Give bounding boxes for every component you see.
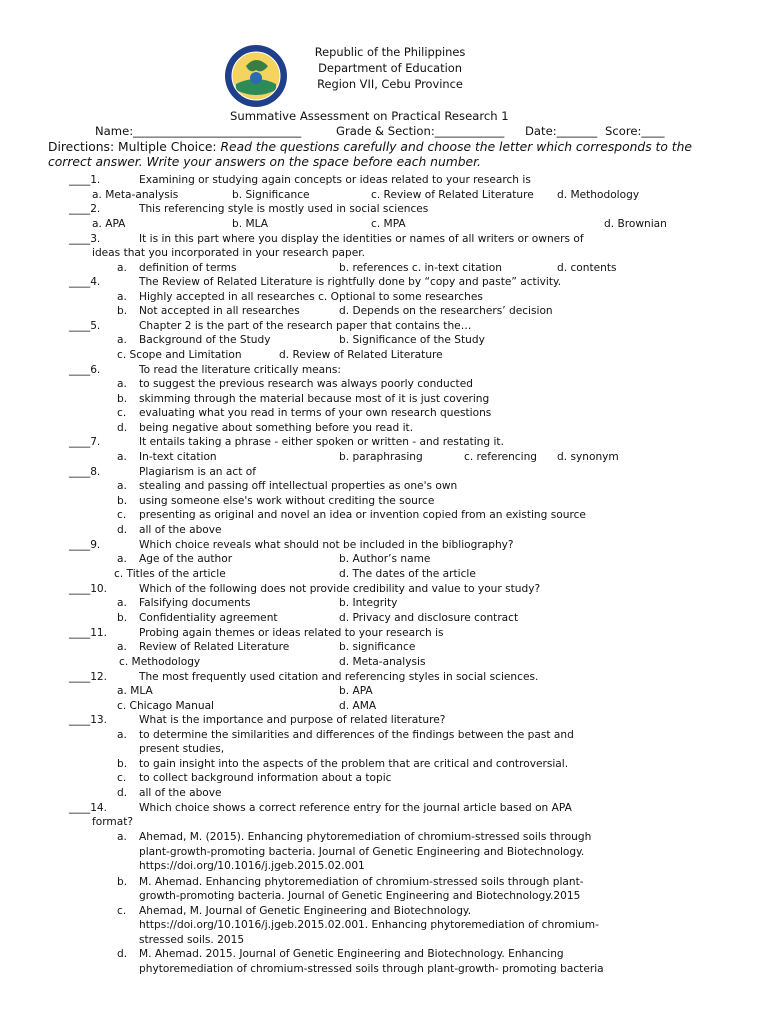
q3-option-a: definition of terms (139, 262, 237, 274)
q8-option-a: stealing and passing off intellectual properties as one's own (139, 480, 458, 492)
q7-option-c: c. referencing (464, 451, 538, 463)
directions-text-2: correct answer. Write your answers on the space before each number. (48, 155, 481, 169)
grade-section-field: Grade & Section:____________ (336, 124, 505, 138)
q14-option-a-line3: https://doi.org/10.1016/j.jgeb.2015.02.001 (139, 860, 365, 872)
q14-number: ____14. (69, 802, 108, 814)
q4-text: The Review of Related Literature is rightfully done by “copy and paste” activity. (139, 276, 562, 288)
header-republic: Republic of the Philippines (314, 45, 466, 59)
q8-text: Plagiarism is an act of (139, 466, 256, 478)
q4-option-b-letter: b. (117, 305, 128, 317)
q6-option-a-letter: a. (117, 378, 127, 390)
q6-option-d-letter: d. (117, 422, 128, 434)
q5-option-a: Background of the Study (139, 334, 271, 346)
q8-option-d-letter: d. (117, 524, 128, 536)
q12-option-b: b. APA (339, 685, 373, 697)
q13-option-c-letter: c. (117, 772, 127, 784)
q10-text: Which of the following does not provide credibility and value to your study? (139, 583, 541, 595)
q11-option-d: d. Meta-analysis (339, 656, 426, 668)
q9-option-d: d. The dates of the article (339, 568, 476, 580)
q13-option-d: all of the above (139, 787, 222, 799)
q3-number: ____3. (69, 233, 101, 245)
q8-number: ____8. (69, 466, 101, 478)
q1-option-d: d. Methodology (557, 189, 640, 201)
q11-text: Probing again themes or ideas related to your research is (139, 627, 444, 639)
q11-option-c: c. Methodology (119, 656, 201, 668)
q4-option-ac: Highly accepted in all researches c. Optional to some researches (139, 291, 483, 303)
q13-option-a: to determine the similarities and differences of the findings between the past and (139, 729, 574, 741)
q6-number: ____6. (69, 364, 101, 376)
q14-text-cont: format? (92, 816, 133, 828)
q13-option-a-cont: present studies, (139, 743, 225, 755)
name-field: Name:_____________________________ (95, 124, 302, 138)
q8-option-a-letter: a. (117, 480, 127, 492)
q5-option-c: c. Scope and Limitation (117, 349, 242, 361)
q8-option-c-letter: c. (117, 509, 127, 521)
q14-option-c-line2: https://doi.org/10.1016/j.jgeb.2015.02.001. Enhancing phytoremediation of chromium- (139, 919, 599, 931)
q9-option-c: c. Titles of the article (114, 568, 226, 580)
page-title: Summative Assessment on Practical Research 1 (230, 109, 509, 123)
q14-option-b-letter: b. (117, 876, 128, 888)
q14-option-b-line1: M. Ahemad. Enhancing phytoremediation of chromium-stressed soils through plant- (139, 876, 584, 888)
q2-text: This referencing style is mostly used in social sciences (139, 203, 429, 215)
directions-line-1 (48, 140, 692, 155)
q11-option-a: Review of Related Literature (139, 641, 290, 653)
q5-option-d: d. Review of Related Literature (279, 349, 443, 361)
q6-option-c-letter: c. (117, 407, 127, 419)
date-field: Date:_______ (525, 124, 598, 138)
q9-option-a-letter: a. (117, 553, 127, 565)
score-field: Score:____ (605, 124, 665, 138)
q14-option-d-line2: phytoremediation of chromium-stressed soils through plant-growth- promoting bacteria (139, 963, 604, 975)
q1-text: Examining or studying again concepts or ideas related to your research is (139, 174, 531, 186)
q13-option-c: to collect background information about a topic (139, 772, 392, 784)
q10-option-a: Falsifying documents (139, 597, 251, 609)
q7-text: It entails taking a phrase - either spoken or written - and restating it. (139, 436, 504, 448)
q14-option-a-line1: Ahemad, M. (2015). Enhancing phytoremediation of chromium-stressed soils through (139, 831, 592, 843)
q9-option-a: Age of the author (139, 553, 233, 565)
q3-option-d: d. contents (557, 262, 617, 274)
q4-option-b: Not accepted in all researches (139, 305, 300, 317)
q10-option-b: b. Integrity (339, 597, 398, 609)
q11-option-b: b. significance (339, 641, 416, 653)
q7-number: ____7. (69, 436, 101, 448)
header-region: Region VII, Cebu Province (317, 77, 463, 91)
q3-text-cont: ideas that you incorporated in your research paper. (92, 247, 366, 259)
q14-option-b-line2: growth-promoting bacteria. Journal of Genetic Engineering and Biotechnology.2015 (139, 890, 581, 902)
directions-label: Directions: Multiple Choice: (48, 140, 217, 154)
q6-option-d: being negative about something before you read it. (139, 422, 414, 434)
q7-option-d: d. synonym (557, 451, 619, 463)
q13-option-b: to gain insight into the aspects of the problem that are critical and controversial. (139, 758, 569, 770)
q12-option-c: c. Chicago Manual (117, 700, 214, 712)
q1-option-a: a. Meta-analysis (92, 189, 179, 201)
q10-option-a-letter: a. (117, 597, 127, 609)
q10-option-d: d. Privacy and disclosure contract (339, 612, 519, 624)
q3-option-a-letter: a. (117, 262, 127, 274)
q4-option-d: d. Depends on the researchers’ decision (339, 305, 553, 317)
q2-option-c: c. MPA (371, 218, 406, 230)
q5-option-b: b. Significance of the Study (339, 334, 485, 346)
q14-text: Which choice shows a correct reference entry for the journal article based on APA (139, 802, 572, 814)
q10-option-c: Confidentiality agreement (139, 612, 278, 624)
q6-option-a: to suggest the previous research was always poorly conducted (139, 378, 473, 390)
q13-option-a-letter: a. (117, 729, 127, 741)
q5-option-a-letter: a. (117, 334, 127, 346)
q11-number: ____11. (69, 627, 108, 639)
q1-number: ____1. (69, 174, 101, 186)
directions-text-1: Read the questions carefully and choose the letter which corresponds to the (220, 140, 692, 154)
q13-option-d-letter: d. (117, 787, 128, 799)
q7-option-a-letter: a. (117, 451, 127, 463)
q13-number: ____13. (69, 714, 108, 726)
q1-option-c: c. Review of Related Literature (371, 189, 534, 201)
q12-number: ____12. (69, 671, 108, 683)
q3-text: It is in this part where you display the identities or names of all writers or owners of (139, 233, 584, 245)
q2-option-b: b. MLA (232, 218, 268, 230)
q6-option-c: evaluating what you read in terms of your own research questions (139, 407, 492, 419)
q14-option-c-line1: Ahemad, M. Journal of Genetic Engineering and Biotechnology. (139, 905, 472, 917)
q14-option-c-line3: stressed soils. 2015 (139, 934, 245, 946)
q10-option-c-letter: b. (117, 612, 128, 624)
q1-option-b: b. Significance (232, 189, 310, 201)
q6-option-b: skimming through the material because most of it is just covering (139, 393, 490, 405)
q14-option-d-letter: d. (117, 948, 128, 960)
q14-option-a-letter: a. (117, 831, 127, 843)
q12-option-a: a. MLA (117, 685, 153, 697)
directions-line-2 (48, 155, 481, 170)
q9-option-b: b. Author’s name (339, 553, 431, 565)
q6-text: To read the literature critically means: (139, 364, 341, 376)
q11-option-a-letter: a. (117, 641, 127, 653)
q12-text: The most frequently used citation and referencing styles in social sciences. (139, 671, 539, 683)
header-department: Department of Education (318, 61, 462, 75)
q10-number: ____10. (69, 583, 108, 595)
q8-option-c: presenting as original and novel an idea or invention copied from an existing source (139, 509, 586, 521)
q2-option-d: d. Brownian (604, 218, 667, 230)
q9-number: ____9. (69, 539, 101, 551)
q5-number: ____5. (69, 320, 101, 332)
q6-option-b-letter: b. (117, 393, 128, 405)
q5-text: Chapter 2 is the part of the research paper that contains the… (139, 320, 472, 332)
q13-option-b-letter: b. (117, 758, 128, 770)
q14-option-d-line1: M. Ahemad. 2015. Journal of Genetic Engineering and Biotechnology. Enhancing (139, 948, 564, 960)
q2-option-a: a. APA (92, 218, 126, 230)
q7-option-a: In-text citation (139, 451, 217, 463)
q7-option-b: b. paraphrasing (339, 451, 423, 463)
q4-number: ____4. (69, 276, 101, 288)
q12-option-d: d. AMA (339, 700, 377, 712)
q4-option-a-letter: a. (117, 291, 127, 303)
q8-option-b-letter: b. (117, 495, 128, 507)
q14-option-a-line2: plant-growth-promoting bacteria. Journal of Genetic Engineering and Biotechnology. (139, 846, 585, 858)
q8-option-d: all of the above (139, 524, 222, 536)
q3-option-bc: b. references c. in-text citation (339, 262, 502, 274)
q2-number: ____2. (69, 203, 101, 215)
q8-option-b: using someone else's work without crediting the source (139, 495, 435, 507)
q14-option-c-letter: c. (117, 905, 127, 917)
q9-text: Which choice reveals what should not be included in the bibliography? (139, 539, 514, 551)
q13-text: What is the importance and purpose of related literature? (139, 714, 446, 726)
